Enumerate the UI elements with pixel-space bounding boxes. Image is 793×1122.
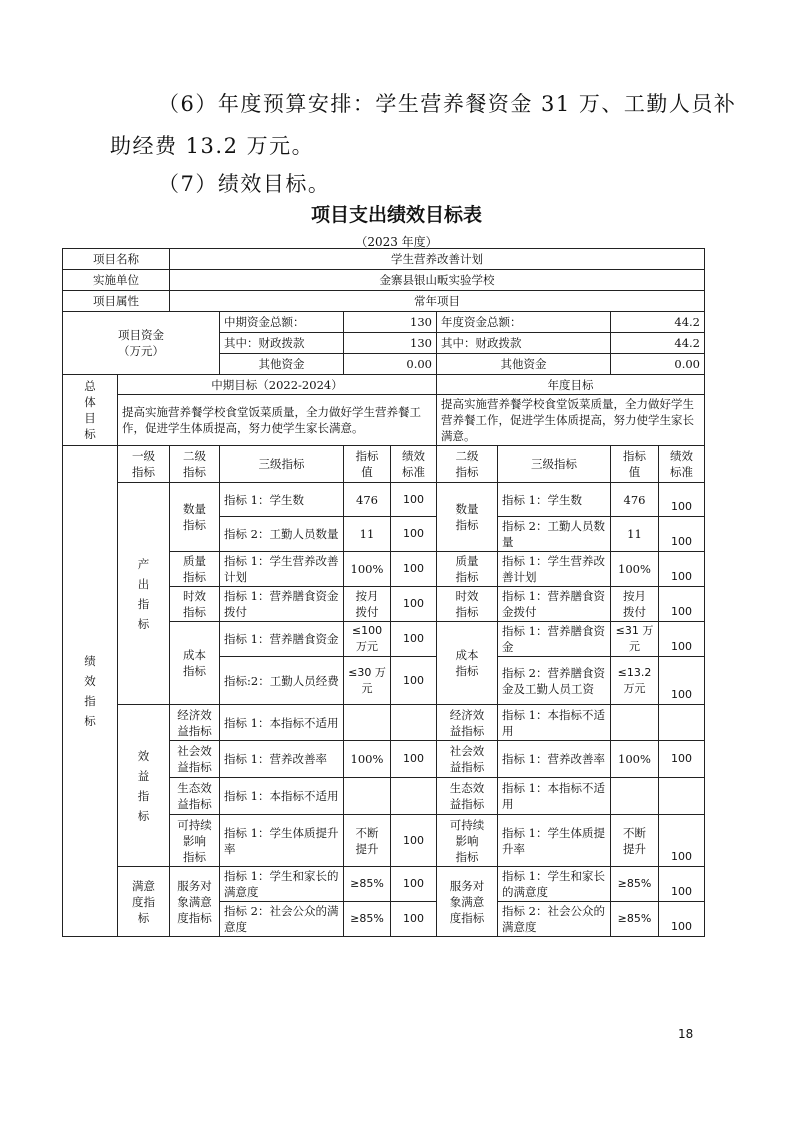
sustain-level3: 指标 1：学生体质提升率	[220, 815, 344, 867]
paragraph-budget: （6）年度预算安排：学生营养餐资金 31 万、工勤人员补	[158, 92, 737, 116]
attr-label: 项目属性	[63, 291, 170, 312]
cost1-value-year: ≤31 万 元	[611, 622, 659, 657]
eco-value	[344, 778, 391, 815]
time-score: 100	[391, 587, 437, 622]
header-level2: 二级 指标	[170, 446, 220, 483]
year-fiscal-label: 其中：财政拨款	[437, 333, 611, 354]
quantity-indicator-year: 数量 指标	[437, 483, 498, 552]
mid-total-value: 130	[344, 312, 437, 333]
table-title: 项目支出绩效目标表	[310, 204, 482, 226]
s2-value: ≥85%	[344, 902, 391, 937]
eco-level3-year: 指标 1：本指标不适用	[498, 778, 611, 815]
paragraph-budget-cont: 助经费 13.2 万元。	[110, 134, 315, 158]
q2-score-year: 100	[659, 517, 705, 552]
sustain-indicator-year: 可持续 影响 指标	[437, 815, 498, 867]
q1-value-year: 476	[611, 483, 659, 517]
mid-total-label: 中期资金总额：	[220, 312, 344, 333]
header-level2-year: 二级 指标	[437, 446, 498, 483]
q2-value: 11	[344, 517, 391, 552]
page-number: 18	[678, 1027, 694, 1041]
unit-value: 金寨县银山畈实验学校	[170, 270, 705, 291]
s2-score: 100	[391, 902, 437, 937]
sustain-score-year: 100	[659, 815, 705, 867]
q2-score: 100	[391, 517, 437, 552]
quality-level3-year: 指标 1：学生营养改善计划	[498, 552, 611, 587]
econ-value-year	[611, 705, 659, 741]
cost-indicator-year: 成本 指标	[437, 622, 498, 705]
paragraph-goal-heading: （7）绩效目标。	[158, 172, 331, 196]
cost2-score-year: 100	[659, 657, 705, 705]
mid-fiscal-value: 130	[344, 333, 437, 354]
satisfaction-indicator-category: 满意 度指 标	[118, 867, 170, 937]
sustain-indicator: 可持续 影响 指标	[170, 815, 220, 867]
project-name-label: 项目名称	[63, 249, 170, 270]
eco-level3: 指标 1：本指标不适用	[220, 778, 344, 815]
eco-indicator: 生态效 益指标	[170, 778, 220, 815]
social-indicator-year: 社会效 益指标	[437, 741, 498, 778]
year-total-label: 年度资金总额：	[437, 312, 611, 333]
year-goal-header: 年度目标	[437, 375, 705, 395]
attr-value: 常年项目	[170, 291, 705, 312]
q1-score-year: 100	[659, 483, 705, 517]
mid-other-label: 其他资金	[220, 354, 344, 375]
cost-indicator: 成本 指标	[170, 622, 220, 705]
cost2-value-year: ≤13.2 万元	[611, 657, 659, 705]
cost1-value: ≤100 万元	[344, 622, 391, 657]
cost2-score: 100	[391, 657, 437, 705]
social-level3-year: 指标 1：营养改善率	[498, 741, 611, 778]
s1-value-year: ≥85%	[611, 867, 659, 902]
econ-level3: 指标 1：本指标不适用	[220, 705, 344, 741]
quality-value: 100%	[344, 552, 391, 587]
q1-score: 100	[391, 483, 437, 517]
social-value-year: 100%	[611, 741, 659, 778]
year-other-label: 其他资金	[437, 354, 611, 375]
econ-score	[391, 705, 437, 741]
econ-score-year	[659, 705, 705, 741]
time-indicator: 时效 指标	[170, 587, 220, 622]
project-name-value: 学生营养改善计划	[170, 249, 705, 270]
sustain-value: 不断 提升	[344, 815, 391, 867]
social-score-year: 100	[659, 741, 705, 778]
eco-indicator-year: 生态效 益指标	[437, 778, 498, 815]
time-value: 按月 拨付	[344, 587, 391, 622]
funds-label: 项目资金 （万元）	[63, 312, 220, 375]
output-indicator-category: 产 出 指 标	[118, 483, 170, 705]
quality-score: 100	[391, 552, 437, 587]
s1-score: 100	[391, 867, 437, 902]
service-indicator: 服务对 象满意 度指标	[170, 867, 220, 937]
mid-fiscal-label: 其中：财政拨款	[220, 333, 344, 354]
sustain-value-year: 不断 提升	[611, 815, 659, 867]
quantity-indicator: 数量 指标	[170, 483, 220, 552]
quality-score-year: 100	[659, 552, 705, 587]
quality-indicator: 质量 指标	[170, 552, 220, 587]
econ-indicator-year: 经济效 益指标	[437, 705, 498, 741]
social-score: 100	[391, 741, 437, 778]
s1-value: ≥85%	[344, 867, 391, 902]
econ-level3-year: 指标 1：本指标不适用	[498, 705, 611, 741]
cost1-score-year: 100	[659, 622, 705, 657]
q1-level3: 指标 1：学生数	[220, 483, 344, 517]
sustain-score: 100	[391, 815, 437, 867]
mid-other-value: 0.00	[344, 354, 437, 375]
q1-value: 476	[344, 483, 391, 517]
cost1-score: 100	[391, 622, 437, 657]
overall-goal-label: 总 体 目 标	[63, 375, 118, 446]
perf-indicator-label: 绩 效 指 标	[63, 446, 118, 937]
mid-goal-text: 提高实施营养餐学校食堂饭菜质量，全力做好学生营养餐工作，促进学生体质提高，努力使学生家长满意。	[118, 395, 437, 446]
header-level3-year: 三级指标	[498, 446, 611, 483]
service-indicator-year: 服务对 象满意 度指标	[437, 867, 498, 937]
quality-level3: 指标 1：学生营养改善计划	[220, 552, 344, 587]
eco-score-year	[659, 778, 705, 815]
q2-level3: 指标 2：工勤人员数量	[220, 517, 344, 552]
s1-score-year: 100	[659, 867, 705, 902]
cost1-level3-year: 指标 1：营养膳食资金	[498, 622, 611, 657]
unit-label: 实施单位	[63, 270, 170, 291]
s1-level3: 指标 1：学生和家长的满意度	[220, 867, 344, 902]
table-year: （2023 年度）	[355, 235, 438, 249]
s1-level3-year: 指标 1：学生和家长的满意度	[498, 867, 611, 902]
social-level3: 指标 1：营养改善率	[220, 741, 344, 778]
time-indicator-year: 时效 指标	[437, 587, 498, 622]
performance-table	[62, 248, 705, 937]
eco-score	[391, 778, 437, 815]
cost2-level3: 指标:2：工勤人员经费	[220, 657, 344, 705]
s2-score-year: 100	[659, 902, 705, 937]
social-value: 100%	[344, 741, 391, 778]
social-indicator: 社会效 益指标	[170, 741, 220, 778]
q1-level3-year: 指标 1：学生数	[498, 483, 611, 517]
header-value-year: 指标 值	[611, 446, 659, 483]
quality-value-year: 100%	[611, 552, 659, 587]
s2-level3-year: 指标 2：社会公众的满意度	[498, 902, 611, 937]
quality-indicator-year: 质量 指标	[437, 552, 498, 587]
year-total-value: 44.2	[611, 312, 705, 333]
q2-value-year: 11	[611, 517, 659, 552]
year-fiscal-value: 44.2	[611, 333, 705, 354]
sustain-level3-year: 指标 1：学生体质提升率	[498, 815, 611, 867]
time-value-year: 按月 拨付	[611, 587, 659, 622]
benefit-indicator-category: 效 益 指 标	[118, 705, 170, 867]
time-level3-year: 指标 1：营养膳食资金拨付	[498, 587, 611, 622]
mid-goal-header: 中期目标（2022-2024）	[118, 375, 437, 395]
econ-value	[344, 705, 391, 741]
q2-level3-year: 指标 2：工勤人员数量	[498, 517, 611, 552]
header-score-year: 绩效 标准	[659, 446, 705, 483]
time-level3: 指标 1：营养膳食资金拨付	[220, 587, 344, 622]
header-level3: 三级指标	[220, 446, 344, 483]
time-score-year: 100	[659, 587, 705, 622]
cost2-value: ≤30 万 元	[344, 657, 391, 705]
header-value: 指标 值	[344, 446, 391, 483]
s2-level3: 指标 2：社会公众的满意度	[220, 902, 344, 937]
cost2-level3-year: 指标 2：营养膳食资金及工勤人员工资	[498, 657, 611, 705]
cost1-level3: 指标 1：营养膳食资金	[220, 622, 344, 657]
econ-indicator: 经济效 益指标	[170, 705, 220, 741]
year-other-value: 0.00	[611, 354, 705, 375]
s2-value-year: ≥85%	[611, 902, 659, 937]
year-goal-text: 提高实施营养餐学校食堂饭菜质量，全力做好学生营养餐工作，促进学生体质提高，努力使学生家长满意。	[437, 395, 705, 446]
eco-value-year	[611, 778, 659, 815]
header-level1: 一级 指标	[118, 446, 170, 483]
header-score: 绩效 标准	[391, 446, 437, 483]
